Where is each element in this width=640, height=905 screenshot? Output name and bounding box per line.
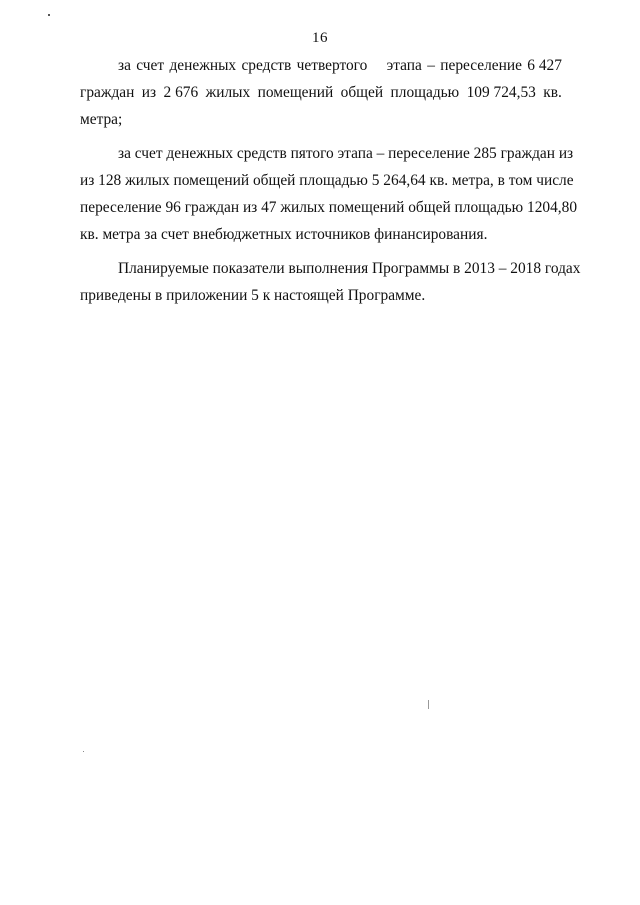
word: четвертого — [296, 57, 368, 74]
text-line — [80, 79, 562, 106]
paragraph-3 — [80, 255, 581, 309]
paragraph-1 — [80, 52, 562, 133]
word: помещений — [257, 84, 334, 101]
word: денежных — [169, 57, 237, 74]
word: площадью — [390, 84, 460, 101]
scan-speck — [48, 14, 50, 16]
word: метра; — [80, 111, 123, 128]
text-line — [80, 106, 562, 133]
word: переселение — [440, 57, 522, 74]
document-body — [80, 52, 581, 309]
text-line: за счет денежных средств пятого этапа – переселение 285 граждан из — [118, 145, 574, 162]
word: общей — [340, 84, 384, 101]
word: средств — [241, 57, 292, 74]
paragraph-2 — [80, 140, 578, 248]
word: жилых — [205, 84, 251, 101]
word: 2 676 — [163, 84, 199, 101]
text-line: кв. метра за счет внебюджетных источников финансирования. — [80, 226, 488, 243]
scan-speck — [83, 751, 84, 752]
text-line: приведены в приложении 5 к настоящей Программе. — [80, 287, 426, 304]
word: счет — [136, 57, 165, 74]
word: 109 724,53 — [466, 84, 536, 101]
word: за — [118, 57, 131, 74]
word: – — [427, 57, 435, 74]
text-line: переселение 96 граждан из 47 жилых помещений общей площадью 1204,80 — [80, 199, 578, 216]
text-line — [80, 52, 562, 79]
word: из — [141, 84, 157, 101]
text-line: из 128 жилых помещений общей площадью 5 264,64 кв. метра, в том числе — [80, 172, 574, 189]
word: 6 427 — [527, 57, 562, 74]
word: граждан — [80, 84, 135, 101]
text-line: Планируемые показатели выполнения Программы в 2013 – 2018 годах — [118, 260, 581, 277]
word: этапа — [386, 57, 422, 74]
scan-mark — [428, 700, 429, 709]
page-number: 16 — [312, 30, 328, 46]
word: кв. — [543, 84, 562, 101]
